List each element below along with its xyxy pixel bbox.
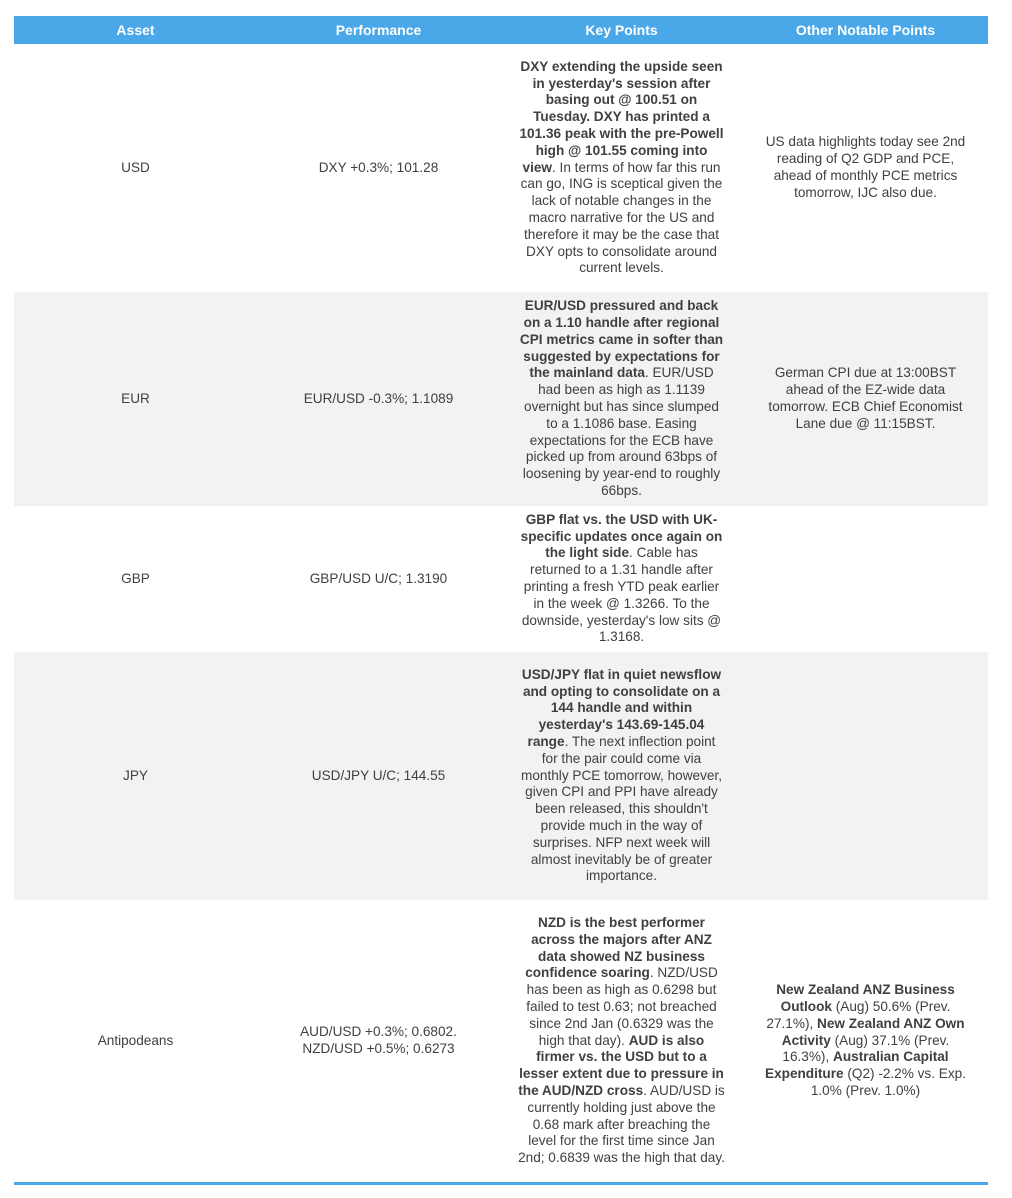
performance-cell <box>257 506 500 652</box>
other-points-cell <box>743 652 988 900</box>
key-points-cell <box>500 506 743 652</box>
performance-line: GBP/USD U/C; 1.3190 <box>309 570 448 586</box>
key-point-highlight: GBP flat vs. the USD with UK-specific updates once again on the light side <box>520 511 723 561</box>
key-point-text: . NZD/USD has been as high as 0.6298 but failed to test 0.63; not breached since 2nd Jan (0.6329 was the high that day). <box>526 965 718 1048</box>
performance-line: USD/JPY U/C; 144.55 <box>311 767 446 783</box>
asset-label: Antipodeans <box>97 1032 174 1048</box>
key-point-text: . Cable has returned to a 1.31 handle after printing a fresh YTD peak earlier in the week @ 1.3266. To the downside, yesterday's low sits @ 1.3168. <box>521 545 722 645</box>
other-point-text: (Q2) -2.2% vs. Exp. 1.0% (Prev. 1.0%) <box>810 1066 966 1098</box>
header-key-points: Key Points <box>500 16 743 44</box>
performance-line: NZD/USD +0.5%; 0.6273 <box>302 1041 455 1056</box>
table-row <box>14 44 988 292</box>
key-point-text: . In terms of how far this run can go, ING is sceptical given the lack of notable changes in the macro narrative for the US and therefore it may be the case that DXY opts to consolidate around current levels. <box>520 159 723 276</box>
other-point-highlight: Australian Capital Expenditure <box>765 1049 949 1082</box>
bottom-rule <box>14 1182 988 1185</box>
performance-cell <box>257 900 500 1182</box>
asset-cell <box>14 292 257 506</box>
key-point-highlight: NZD is the best performer across the majors after ANZ data showed NZ business confidence soaring <box>525 915 712 981</box>
key-point-text: . The next inflection point for the pair could come via monthly PCE tomorrow, however, given CPI and PPI have already been released, this shouldn't provide much in the way of surprises. NFP next week will almost inevitably be of greater importance. <box>521 734 722 884</box>
other-points-cell <box>743 292 988 506</box>
performance-cell <box>257 292 500 506</box>
asset-label: USD <box>121 159 150 175</box>
other-point-text: German CPI due at 13:00BST ahead of the EZ-wide data tomorrow. ECB Chief Economist Lane due @ 11:15BST. <box>768 365 963 431</box>
key-point-text: . EUR/USD had been as high as 1.1139 overnight but has since slumped to a 1.1086 base. Easing expectations for the ECB have picked up from around 63bps of loosening by year-end to roughly 66bps. <box>522 365 721 498</box>
table-row <box>14 652 988 900</box>
asset-cell <box>14 506 257 652</box>
asset-cell <box>14 652 257 900</box>
key-points-cell <box>500 292 743 506</box>
key-point-text: . AUD/USD is currently holding just above the 0.68 mark after breaching the level for the first time since Jan 2nd; 0.6839 was the high that day. <box>518 1082 725 1166</box>
header-other-points: Other Notable Points <box>743 16 988 44</box>
other-point-text: (Aug) 50.6% (Prev. 27.1%), <box>766 999 951 1031</box>
other-point-text: (Aug) 37.1% (Prev. 16.3%), <box>782 1032 950 1065</box>
other-points-cell <box>743 900 988 1182</box>
header-asset: Asset <box>14 16 257 44</box>
asset-cell <box>14 44 257 292</box>
key-points-cell <box>500 44 743 292</box>
performance-cell <box>257 652 500 900</box>
asset-label: JPY <box>123 767 148 783</box>
asset-label: EUR <box>121 390 150 406</box>
table-row <box>14 900 988 1182</box>
header-performance: Performance <box>257 16 500 44</box>
performance-line: DXY +0.3%; 101.28 <box>318 159 439 175</box>
table-row <box>14 292 988 506</box>
performance-cell <box>257 44 500 292</box>
fx-summary-table <box>14 16 988 1182</box>
performance-line: EUR/USD -0.3%; 1.1089 <box>303 390 454 406</box>
fx-table-container <box>14 16 988 1185</box>
table-header <box>14 16 988 44</box>
other-points-cell <box>743 44 988 292</box>
performance-line: AUD/USD +0.3%; 0.6802. <box>300 1024 457 1040</box>
key-points-cell <box>500 900 743 1182</box>
key-point-highlight: AUD is also firmer vs. the USD but to a lesser extent due to pressure in the AUD/NZD cross <box>518 1032 724 1098</box>
table-body <box>14 44 988 1182</box>
key-point-highlight: EUR/USD pressured and back on a 1.10 handle after regional CPI metrics came in softer than suggested by expectations for the mainland data <box>519 298 724 381</box>
table-row <box>14 506 988 652</box>
key-point-highlight: DXY extending the upside seen in yesterday's session after basing out @ 100.51 on Tuesday. DXY has printed a 101.36 peak with the pre-Powell high @ 101.55 coming into view <box>519 58 724 175</box>
other-points-cell <box>743 506 988 652</box>
key-points-cell <box>500 652 743 900</box>
other-point-highlight: New Zealand ANZ Business Outlook <box>776 982 955 1014</box>
other-point-text: US data highlights today see 2nd reading of Q2 GDP and PCE, ahead of monthly PCE metrics tomorrow, IJC also due. <box>765 134 966 200</box>
asset-label: GBP <box>121 570 150 586</box>
other-point-highlight: New Zealand ANZ Own Activity <box>781 1015 965 1048</box>
key-point-highlight: USD/JPY flat in quiet newsflow and opting to consolidate on a 144 handle and within yesterday's 143.69-145.04 range <box>521 666 722 749</box>
asset-cell <box>14 900 257 1182</box>
